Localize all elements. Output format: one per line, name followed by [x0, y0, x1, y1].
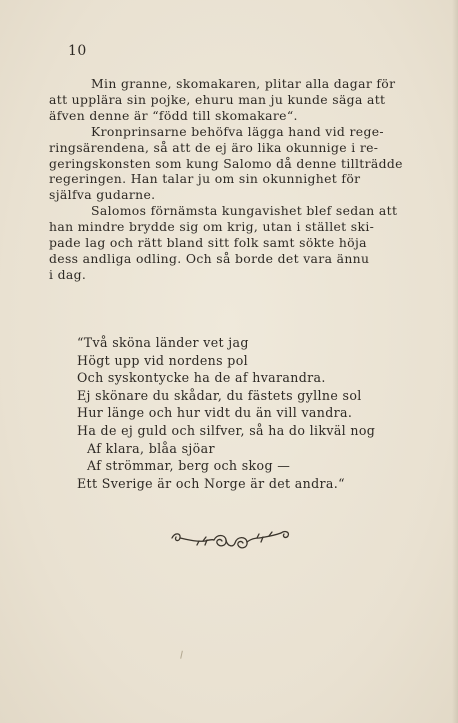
prose-body	[49, 76, 425, 283]
verse-line: Ha de ej guld och silfver, så ha do likväl nog	[77, 422, 376, 438]
verse-line: Af strömmar, berg och skog —	[87, 458, 291, 474]
verse-line: “Två sköna länder vet jag	[77, 335, 249, 350]
text-line: själfva gudarne.	[49, 187, 156, 203]
paragraph-3	[49, 203, 425, 283]
verse-line: Ett Sverige är och Norge är det andra.“	[77, 475, 345, 491]
paragraph-2	[49, 124, 425, 204]
text-line: Min granne, skomakaren, plitar alla dagar för	[91, 76, 396, 91]
text-line: Kronprinsarne behöfva lägga hand vid rege-	[91, 123, 384, 139]
text-line: Salomos förnämsta kungavishet blef sedan att	[91, 203, 398, 219]
text-line: han mindre brydde sig om krig, utan i stället ski-	[49, 219, 375, 235]
flourish-ornament-icon	[169, 526, 293, 556]
text-line: att upplära sin pojke, ehuru man ju kunde säga att	[49, 91, 386, 107]
text-line: äfven denne är “född till skomakare“.	[49, 107, 298, 123]
paragraph-1	[49, 76, 425, 124]
text-line: dess andliga odling. Och så borde det vara ännu	[49, 250, 370, 266]
text-line: i dag.	[49, 266, 87, 282]
verse-line: Af klara, blåa sjöar	[87, 440, 215, 456]
verse-line: Hur länge och hur vidt du än vill vandra.	[77, 405, 353, 421]
paper-speck	[180, 651, 186, 660]
page-edge-shadow	[452, 0, 458, 723]
text-line: pade lag och rätt bland sitt folk samt sökte höja	[49, 235, 367, 251]
text-line: regeringen. Han talar ju om sin okunnighet för	[49, 171, 361, 187]
text-line: ringsärendena, så att de ej äro lika okunnige i re-	[49, 139, 379, 155]
verse-line: Ej skönare du skådar, du fästets gyllne sol	[77, 387, 362, 403]
page-number: 10	[68, 43, 87, 59]
text-line: geringskonsten som kung Salomo då denne tillträdde	[49, 155, 403, 171]
verse-line: Och syskontycke ha de af hvarandra.	[77, 370, 326, 386]
poem-verse	[77, 334, 425, 492]
verse-line: Högt upp vid nordens pol	[77, 352, 249, 368]
